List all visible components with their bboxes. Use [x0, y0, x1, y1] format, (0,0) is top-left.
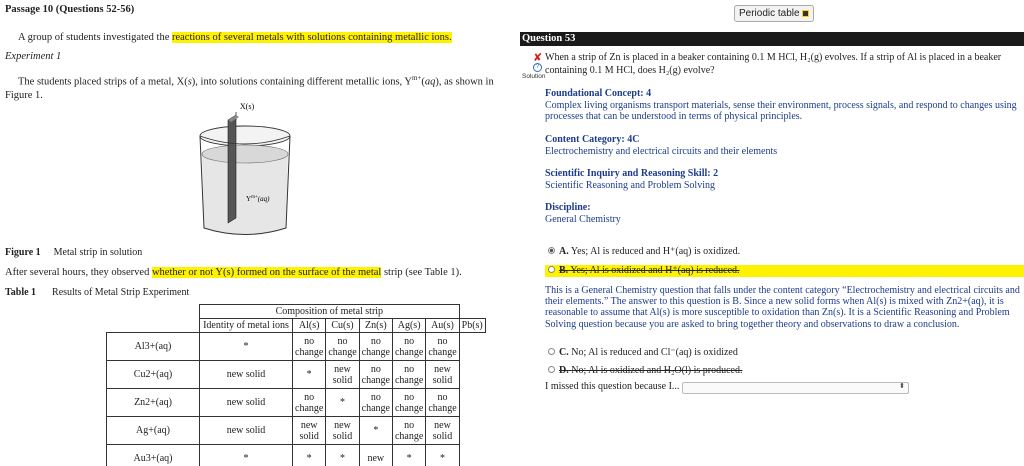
result-cell: no change [359, 389, 392, 417]
passage-intro: A group of students investigated the reactions of several metals with solutions containing metallic ions. [18, 32, 452, 43]
result-cell: no change [326, 333, 359, 361]
results-table [106, 304, 486, 466]
result-cell: * [359, 417, 392, 445]
result-cell: * [426, 445, 459, 466]
periodic-table-button[interactable]: Periodic table [734, 5, 814, 22]
missed-reason-label: I missed this question because I... [545, 381, 680, 392]
metal-column-header: Cu(s) [326, 319, 359, 333]
result-cell: * [293, 445, 326, 466]
radio[interactable] [548, 348, 555, 355]
passage-title: Passage 10 (Questions 52-56) [5, 4, 135, 15]
result-cell: new solid [200, 389, 293, 417]
result-cell: no change [392, 333, 425, 361]
result-cell: no change [392, 417, 425, 445]
result-cell: no change [426, 389, 459, 417]
result-cell: no change [359, 333, 392, 361]
content-category: Content Category: 4C Electrochemistry and electrical circuits and their elements [545, 134, 778, 157]
discipline: Discipline: General Chemistry [545, 202, 621, 225]
experiment-title: Experiment 1 [5, 51, 62, 62]
metal-column-header: Ag(s) [392, 319, 425, 333]
metal-column-header: Al(s) [293, 319, 326, 333]
select-arrows-icon: ⬍ [899, 382, 905, 390]
solution-label[interactable]: Solution [522, 73, 546, 80]
highlighted-text: reactions of several metals with solutions containing metallic ions. [171, 32, 452, 43]
metal-column-header: Au(s) [426, 319, 459, 333]
observation-text: After several hours, they observed whether or not Y(s) formed on the surface of the metal strip (see Table 1). [5, 267, 462, 278]
table-row [107, 389, 486, 417]
result-cell: no change [392, 361, 425, 389]
result-cell: no change [359, 361, 392, 389]
result-cell: * [392, 445, 425, 466]
foundational-concept: Foundational Concept: 4 Complex living organisms transport materials, sense their environment, process signals, and respond to changes using processes that can be understood in terms of physical principles. [545, 88, 1017, 122]
answer-choice-c[interactable]: C. No; Al is reduced and Cl⁻(aq) is oxidized [548, 347, 738, 359]
answer-choice-a[interactable]: A. Yes; Al is reduced and H⁺(aq) is oxidized. [548, 246, 740, 258]
result-cell: no change [293, 389, 326, 417]
result-cell: new solid [326, 361, 359, 389]
answer-choice-b[interactable]: B. Yes; Al is oxidized and H⁺(aq) is reduced. [545, 265, 1024, 277]
result-cell: new solid [326, 417, 359, 445]
ion-cell: Al3+(aq) [107, 333, 200, 361]
highlighted-text: whether or not Y(s) formed on the surface of the metal [151, 267, 382, 278]
answer-choice-d[interactable]: D. No; Al is oxidized and H₂O(l) is produced. [548, 365, 742, 377]
table-row [107, 445, 486, 466]
missed-reason-select[interactable] [682, 382, 909, 394]
result-cell: new solid [426, 361, 459, 389]
ion-cell: Zn2+(aq) [107, 389, 200, 417]
experiment-description: The students placed strips of a metal, X(s), into solutions containing different metallic ions, $Y^{m+}(aq)$, as shown in Figure 1. [5, 74, 494, 101]
table-row [107, 333, 486, 361]
table-caption: Table 1 Results of Metal Strip Experiment [5, 287, 190, 298]
metal-column-header: Zn(s) [359, 319, 392, 333]
solution-icon[interactable]: ? [533, 63, 542, 72]
result-cell: no change [392, 389, 425, 417]
ion-cell: Ag+(aq) [107, 417, 200, 445]
figure-caption: Figure 1 Metal strip in solution [5, 247, 143, 258]
radio[interactable] [548, 266, 555, 273]
reasoning-skill: Scientific Inquiry and Reasoning Skill: 2 Scientific Reasoning and Problem Solving [545, 168, 719, 191]
result-cell: new [359, 445, 392, 466]
radio[interactable] [548, 366, 555, 373]
table-row [107, 361, 486, 389]
ion-cell: Cu2+(aq) [107, 361, 200, 389]
result-cell: no change [426, 333, 459, 361]
result-cell: new solid [200, 417, 293, 445]
result-cell: new solid [426, 417, 459, 445]
periodic-table-icon [802, 10, 809, 17]
ion-cell: Au3+(aq) [107, 445, 200, 466]
result-cell: new solid [200, 361, 293, 389]
table-group-header: Composition of metal strip [200, 305, 460, 319]
question-pane [515, 0, 1024, 466]
result-cell: no change [293, 333, 326, 361]
result-cell: * [293, 361, 326, 389]
radio-selected[interactable] [548, 247, 555, 254]
x-mark-icon: ✘ [533, 51, 543, 64]
result-cell: * [200, 333, 293, 361]
metal-strip [228, 115, 236, 223]
ion-column-header: Identity of metal ions [200, 319, 293, 333]
table-row [107, 417, 486, 445]
question-stem: When a strip of Zn is placed in a beaker containing 0.1 M HCl, H₂(g) evolves. If a strip of Al is placed in a beaker containing 0.1 M HCl, does H₂(g) evolve? [545, 52, 1002, 76]
result-cell: * [326, 445, 359, 466]
result-cell: new solid [293, 417, 326, 445]
answer-explanation: This is a General Chemistry question that falls under the content category “Electrochemistry and electrical circuits and their elements.” The answer to this question is B. Since a new solid forms when Al(s) is mixed with Zn2+(aq), it is reasonable to assume that Al(s) is more susceptible to oxidation than Zn(s). It is a Scientific Reasoning and Problem Solving question because you are asked to bring together theory and observations to draw a conclusion. [545, 285, 1020, 330]
solution-label: $Y^{m+}(aq)$ [246, 195, 270, 203]
metal-column-header: Pb(s) [459, 319, 485, 333]
question-header: Question 53 [520, 32, 1024, 46]
result-cell: * [200, 445, 293, 466]
strip-label: X(s) [239, 102, 255, 111]
result-cell: * [326, 389, 359, 417]
beaker-figure [190, 98, 310, 243]
